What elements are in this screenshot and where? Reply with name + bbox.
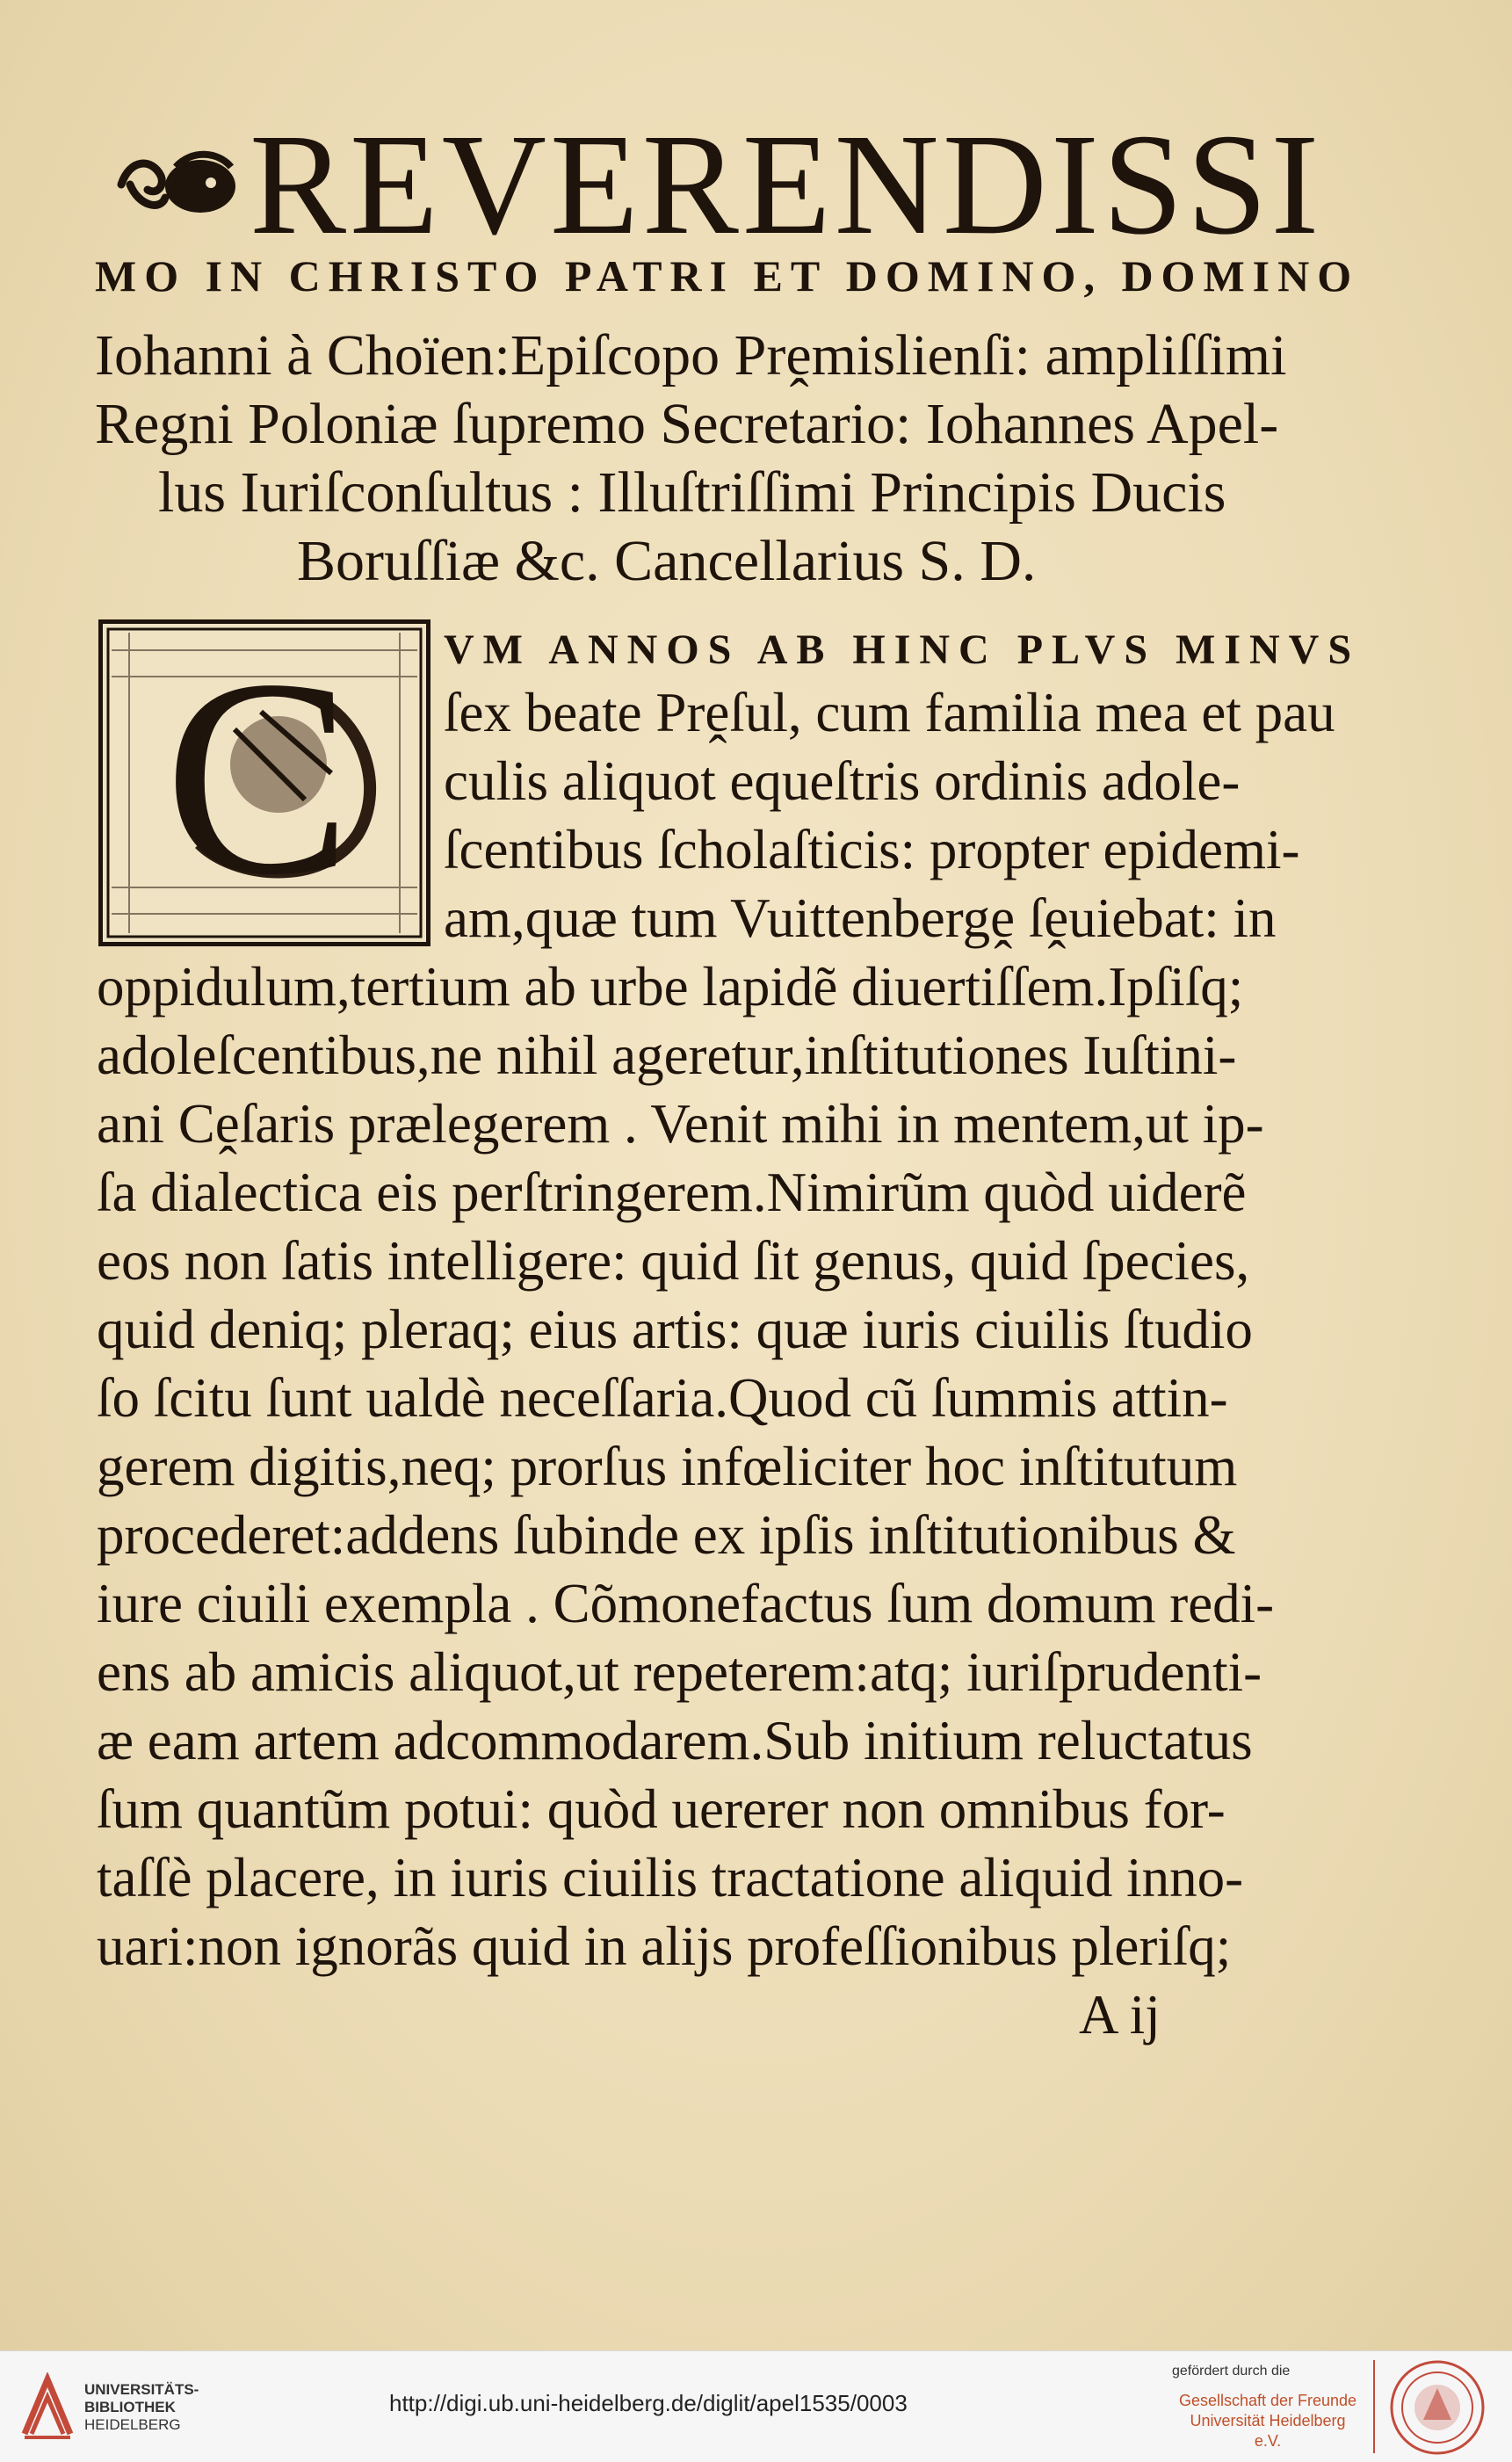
body-line: am,quæ tum Vuittenbergḙ ſḙuiebat: in <box>444 887 1277 949</box>
library-name-line: HEIDELBERG <box>84 2416 181 2433</box>
woodcut-initial <box>98 619 430 946</box>
body-line: ani Cḙſaris prælegerem . Venit mihi in mentem,ut ip- <box>97 1093 1264 1155</box>
body-line: taſſè placere, in iuris ciuilis tractatione aliquid inno- <box>97 1847 1244 1908</box>
university-seal-icon <box>1388 2358 1487 2457</box>
body-first-line: VM ANNOS AB HINC PLVS MINVS <box>444 626 1361 673</box>
university-library-logo-icon <box>19 2372 76 2443</box>
society-name-line: Universität Heidelberg e.V. <box>1190 2412 1346 2450</box>
body-line: culis aliquot equeſtris ordinis adole- <box>444 750 1241 812</box>
dedication-line: lus Iuriſconſultus : Illuſtriſſimi Principis Ducis <box>158 460 1226 525</box>
heading-title: REVERENDISSI <box>250 104 1323 264</box>
body-line: ens ab amicis aliquot,ut repeterem:atq; iuriſprudenti- <box>97 1641 1262 1703</box>
body-line: gerem digitis,neq; prorſus infœliciter hoc inſtitutum <box>97 1436 1238 1497</box>
body-line: oppidulum,tertium ab urbe lapidẽ diuertiſſem.Ipſiſq; <box>97 956 1244 1017</box>
body-line: ſa dialectica eis perſtringerem.Nimirũm quòd uiderẽ <box>97 1162 1247 1223</box>
society-name[interactable] <box>1176 2391 1360 2451</box>
body-line: ſo ſcitu ſunt ualdè neceſſaria.Quod cũ ſummis attin- <box>97 1367 1228 1429</box>
body-line: adoleſcentibus,ne nihil ageretur,inſtitutiones Iuſtini- <box>97 1025 1237 1086</box>
footer-divider <box>1373 2360 1375 2453</box>
dedication-line: Regni Poloniæ ſupremo Secretario: Iohannes Apel- <box>95 392 1279 456</box>
library-name <box>84 2381 199 2434</box>
signature-mark: A ij <box>1079 1984 1161 2046</box>
permalink-url[interactable]: http://digi.ub.uni-heidelberg.de/diglit/apel1535/0003 <box>389 2390 908 2416</box>
library-name-line: BIBLIOTHEK <box>84 2399 176 2415</box>
initial-letter: C <box>164 622 352 933</box>
footer-bar <box>0 2350 1512 2462</box>
body-line: uari:non ignorãs quid in alijs profeſſionibus pleriſq; <box>97 1915 1232 1977</box>
body-line: æ eam artem adcommodarem.Sub initium reluctatus <box>97 1710 1253 1771</box>
funded-by-label: gefördert durch die <box>1172 2364 1291 2379</box>
body-line: iure ciuili exempla . Cõmonefactus ſum domum redi- <box>97 1573 1275 1634</box>
body-line: ſum quantũm potui: quòd uererer non omnibus for- <box>97 1778 1226 1840</box>
library-name-line: UNIVERSITÄTS- <box>84 2381 199 2398</box>
body-line: eos non ſatis intelligere: quid ſit genus, quid ſpecies, <box>97 1230 1250 1292</box>
dedication-line: Boruſſiæ &c. Cancellarius S. D. <box>297 529 1037 593</box>
body-line: quid deniq; pleraq; eius artis: quæ iuris ciuilis ſtudio <box>97 1299 1253 1360</box>
heading-row <box>112 104 1378 264</box>
heading-subtitle: MO IN CHRISTO PATRI ET DOMINO, DOMINO <box>95 251 1360 301</box>
dedication-line: Iohanni à Choïen:Epiſcopo Prḙmislienſi: ampliſſimi <box>95 323 1287 387</box>
body-line: procederet:addens ſubinde ex ipſis inſtitutionibus & <box>97 1504 1236 1566</box>
body-line: ſcentibus ſcholaſticis: propter epidemi- <box>444 819 1300 880</box>
society-name-line: Gesellschaft der Freunde <box>1178 2392 1357 2409</box>
body-line: ſex beate Prḙſul, cum familia mea et pau <box>444 682 1335 743</box>
fleuron-ornament-icon <box>112 132 244 237</box>
